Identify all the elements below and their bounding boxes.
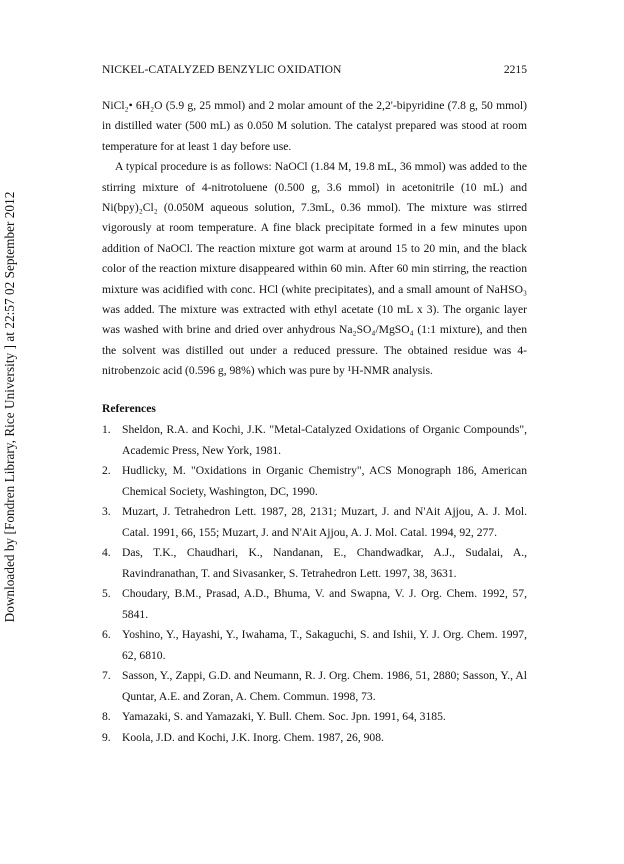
reference-text: Sasson, Y., Zappi, G.D. and Neumann, R. J. Org. Chem. 1986, 51, 2880; Sasson, Y., Al Quntar, A.E. and Zoran, A. Chem. Commun. 1998, 73. [122, 669, 527, 703]
reference-number: 6. [102, 628, 111, 641]
download-watermark-text: Downloaded by [Fondren Library, Rice University ] at 22:57 02 September 2012 [2, 191, 17, 623]
references-heading: References [102, 402, 156, 415]
reference-item [102, 461, 527, 502]
paragraph-typical-procedure: A typical procedure is as follows: NaOCl (1.84 M, 19.8 mL, 36 mmol) was added to the stirring mixture of 4-nitrotoluene (0.500 g, 3.6 mmol) in acetonitrile (10 mL) and Ni(bpy)₂Cl₂ (0.050M aqueous solution, 7.3mL, 0.36 mmol). The mixture was stirred vigorously at room temperature. A fine black precipitate formed in a few minutes upon addition of NaOCl. The reaction mixture got warm at around 15 to 20 min, and the black color of the reaction mixture disappeared within 60 min. After 60 min stirring, the reaction mixture was acidified with conc. HCl (white precipitates), and a small amount of NaHSO₃ was added. The mixture was extracted with ethyl acetate (10 mL x 3). The organic layer was washed with brine and dried over anhydrous Na₂SO₄/MgSO₄ (1:1 mixture), and then the solvent was distilled out under a reduced pressure. The obtained residue was 4-nitrobenzoic acid (0.596 g, 98%) which was pure by ¹H-NMR analysis. [102, 160, 527, 378]
reference-text: Yamazaki, S. and Yamazaki, Y. Bull. Chem. Soc. Jpn. 1991, 64, 3185. [122, 710, 446, 723]
reference-text: Muzart, J. Tetrahedron Lett. 1987, 28, 2131; Muzart, J. and N'Ait Ajjou, A. J. Mol. Catal. 1991, 66, 155; Muzart, J. and N'Ait Ajjou, A. J. Mol. Catal. 1994, 92, 277. [122, 505, 527, 539]
reference-item [102, 502, 527, 543]
reference-number: 9. [102, 730, 111, 744]
reference-item [102, 728, 527, 749]
running-title: NICKEL-CATALYZED BENZYLIC OXIDATION [102, 63, 342, 76]
reference-number: 3. [102, 505, 111, 518]
reference-number: 2. [102, 464, 111, 477]
reference-text: Koola, J.D. and Kochi, J.K. Inorg. Chem. 1987, 26, 908. [122, 730, 384, 744]
body-text [102, 96, 527, 382]
running-header [102, 63, 527, 76]
download-watermark [1, 140, 19, 675]
reference-number: 1. [102, 423, 111, 436]
reference-text: Choudary, B.M., Prasad, A.D., Bhuma, V. and Swapna, V. J. Org. Chem. 1992, 57, 5841. [122, 587, 527, 621]
reference-list [102, 420, 527, 748]
reference-text: Sheldon, R.A. and Kochi, J.K. "Metal-Catalyzed Oxidations of Organic Compounds", Academic Press, New York, 1981. [122, 423, 527, 457]
paragraph-catalyst-prep: NiCl₂• 6H₂O (5.9 g, 25 mmol) and 2 molar amount of the 2,2'-bipyridine (7.8 g, 50 mmol) in distilled water (500 mL) as 0.050 M solution. The catalyst prepared was stood at room temperature for at least 1 day before use. [102, 99, 527, 153]
reference-item [102, 543, 527, 584]
reference-text: Das, T.K., Chaudhari, K., Nandanan, E., Chandwadkar, A.J., Sudalai, A., Ravindranathan, T. and Sivasanker, S. Tetrahedron Lett. 1997, 38, 3631. [122, 546, 527, 580]
reference-number: 5. [102, 587, 111, 600]
page-number: 2215 [503, 63, 527, 76]
reference-item [102, 666, 527, 707]
reference-item [102, 707, 527, 728]
reference-number: 4. [102, 546, 111, 559]
reference-item [102, 420, 527, 461]
reference-text: Hudlicky, M. "Oxidations in Organic Chemistry", ACS Monograph 186, American Chemical Society, Washington, DC, 1990. [122, 464, 527, 498]
reference-number: 7. [102, 669, 111, 682]
reference-number: 8. [102, 710, 111, 723]
reference-text: Yoshino, Y., Hayashi, Y., Iwahama, T., Sakaguchi, S. and Ishii, Y. J. Org. Chem. 1997, 62, 6810. [122, 628, 527, 662]
reference-item [102, 625, 527, 666]
reference-item [102, 584, 527, 625]
